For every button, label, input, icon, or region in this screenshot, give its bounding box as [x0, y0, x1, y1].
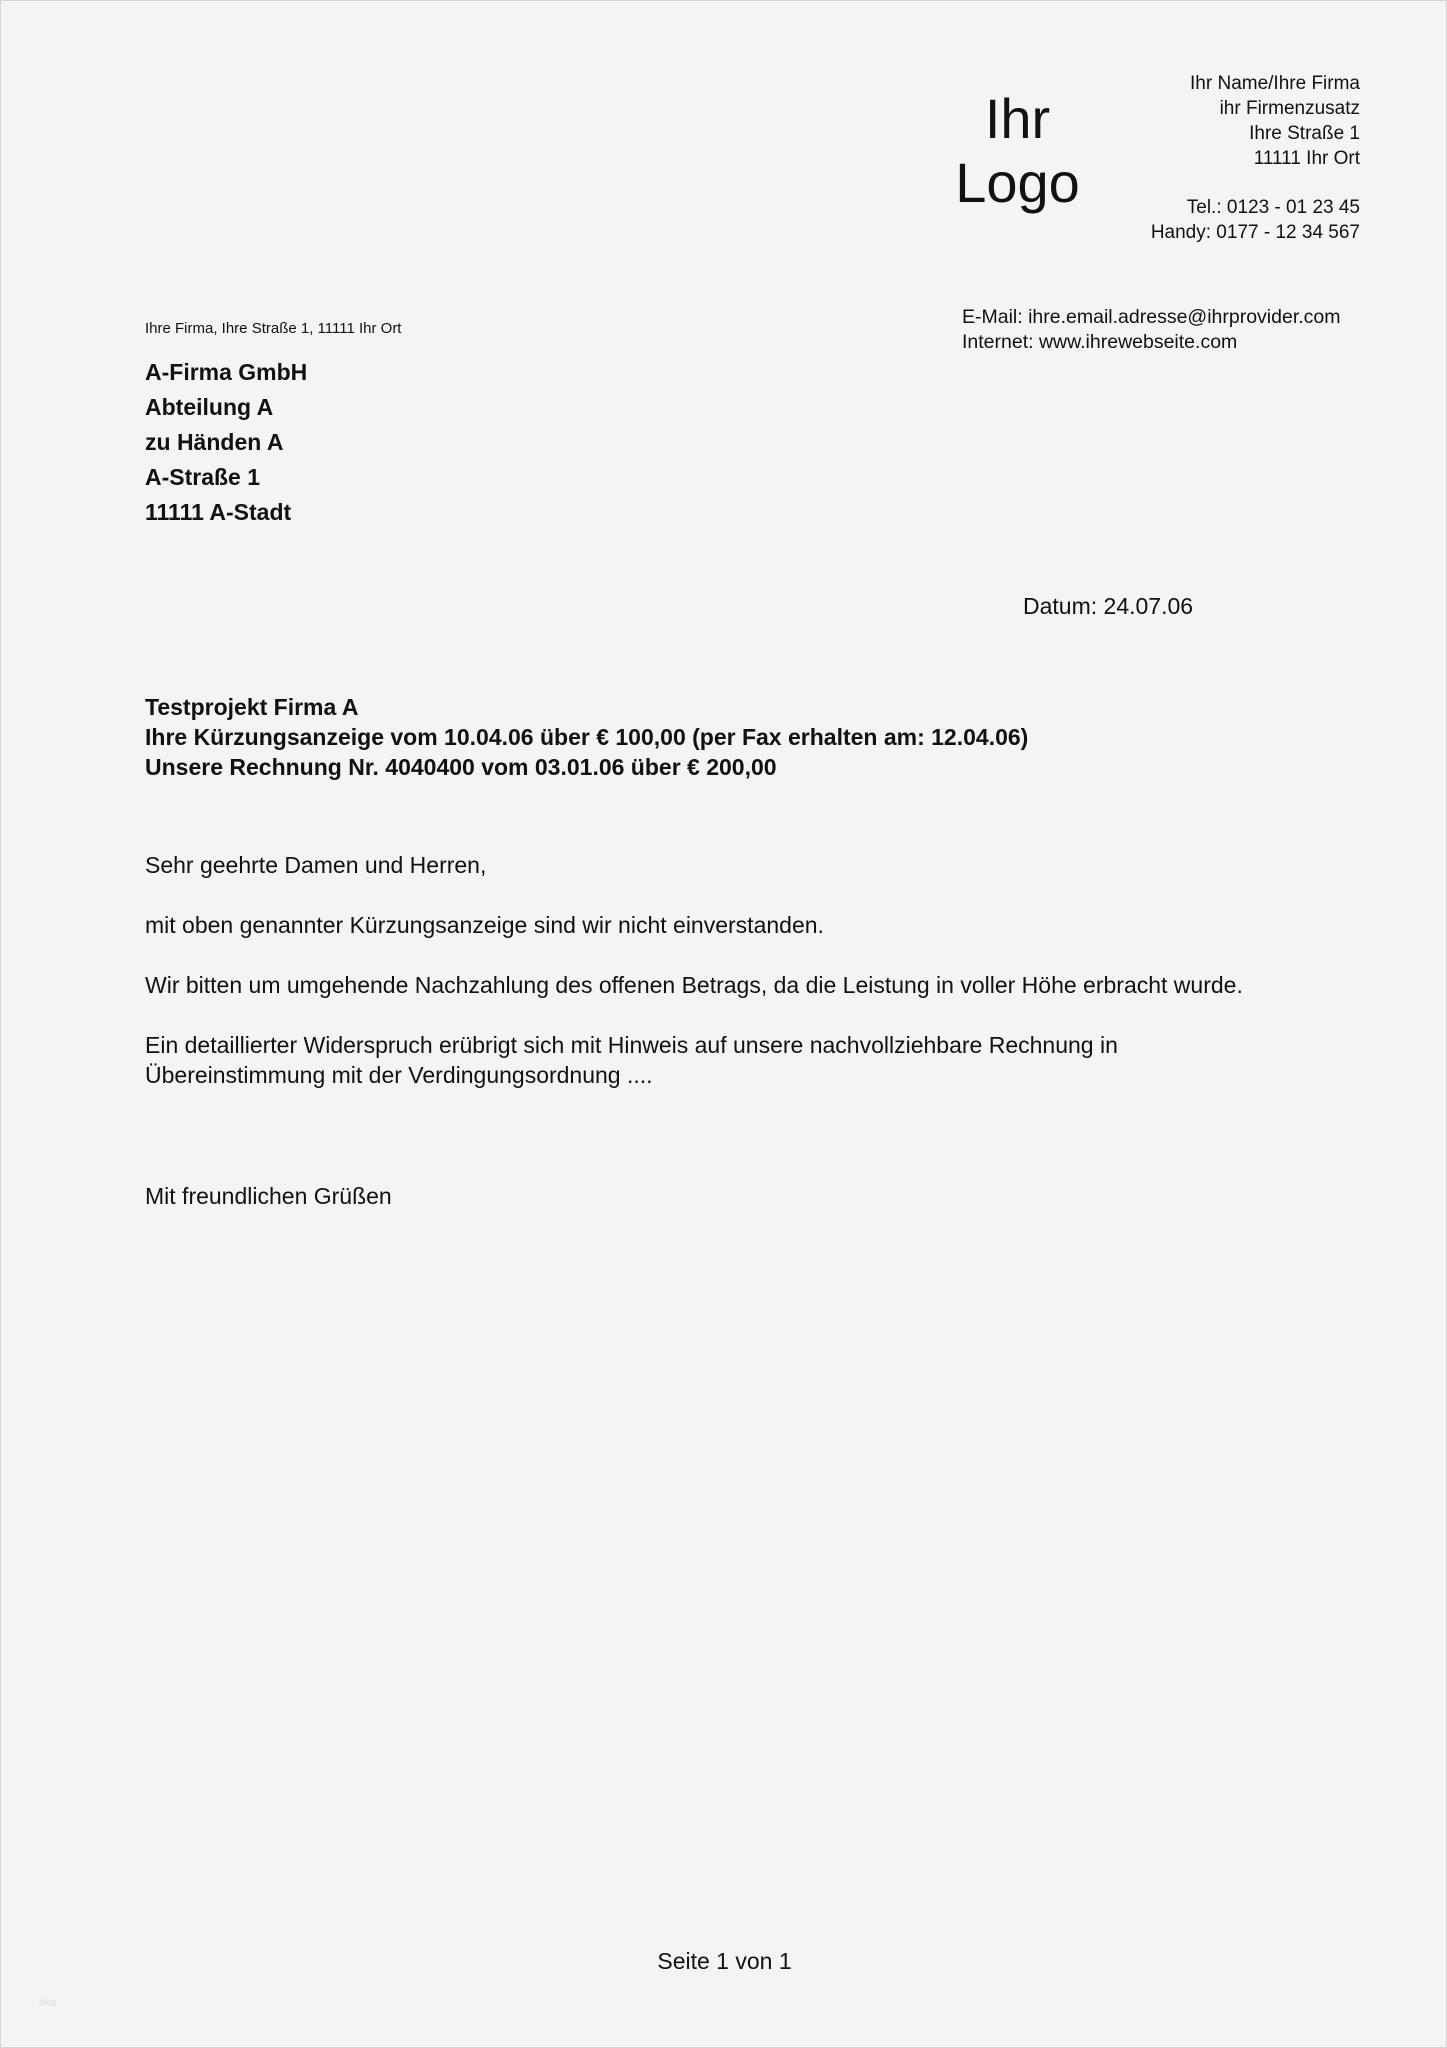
recipient-company: A-Firma GmbH — [145, 359, 308, 385]
subject-block — [145, 692, 1028, 782]
salutation: Sehr geehrte Damen und Herren, — [145, 852, 487, 878]
sender-phone: Tel.: 0123 - 01 23 45 — [1186, 197, 1360, 218]
sender-mobile: Handy: 0177 - 12 34 567 — [1150, 222, 1360, 243]
subject-line-2: Ihre Kürzungsanzeige vom 10.04.06 über € 100,00 (per Fax erhalten am: 12.04.06) — [145, 724, 1029, 750]
subject-line-3: Unsere Rechnung Nr. 4040400 vom 03.01.06 über € 200,00 — [145, 754, 777, 780]
recipient-city: 11111 A-Stadt — [145, 499, 292, 525]
recipient-attention: zu Händen A — [145, 429, 284, 455]
contact-internet: Internet: www.ihrewebseite.com — [962, 331, 1238, 353]
contact-email: E-Mail: ihre.email.adresse@ihrprovider.com — [962, 306, 1341, 328]
page-number: Seite 1 von 1 — [657, 1948, 792, 1974]
sender-suffix: ihr Firmenzusatz — [1219, 98, 1360, 119]
body-paragraph-3 — [145, 1030, 1335, 1090]
sender-name: Ihr Name/Ihre Firma — [1190, 73, 1360, 94]
body-paragraph-3-line-2: Übereinstimmung mit der Verdingungsordnung .... — [145, 1062, 653, 1088]
logo-placeholder — [945, 87, 1090, 215]
body-paragraph-2: Wir bitten um umgehende Nachzahlung des offenen Betrags, da die Leistung in voller Höhe erbracht wurde. — [145, 972, 1243, 998]
recipient-department: Abteilung A — [145, 394, 274, 420]
logo-line-1: Ihr — [984, 87, 1051, 150]
letter-date: Datum: 24.07.06 — [1023, 593, 1194, 619]
watermark: blog — [39, 1997, 57, 2007]
logo-line-2: Logo — [955, 151, 1080, 214]
recipient-block — [145, 355, 307, 530]
subject-line-1: Testprojekt Firma A — [145, 694, 359, 720]
contact-block — [962, 305, 1341, 355]
body-paragraph-3-line-1: Ein detaillierter Widerspruch erübrigt sich mit Hinweis auf unsere nachvollziehbare Rechnung in — [145, 1032, 1118, 1058]
closing: Mit freundlichen Grüßen — [145, 1183, 392, 1209]
sender-street: Ihre Straße 1 — [1249, 123, 1360, 144]
body-paragraph-1: mit oben genannter Kürzungsanzeige sind wir nicht einverstanden. — [145, 912, 824, 938]
recipient-street: A-Straße 1 — [145, 464, 261, 490]
sender-spacer — [1151, 171, 1360, 195]
sender-city: 11111 Ihr Ort — [1253, 148, 1360, 169]
sender-block — [1151, 71, 1360, 245]
return-address-line: Ihre Firma, Ihre Straße 1, 11111 Ihr Ort — [145, 320, 402, 337]
